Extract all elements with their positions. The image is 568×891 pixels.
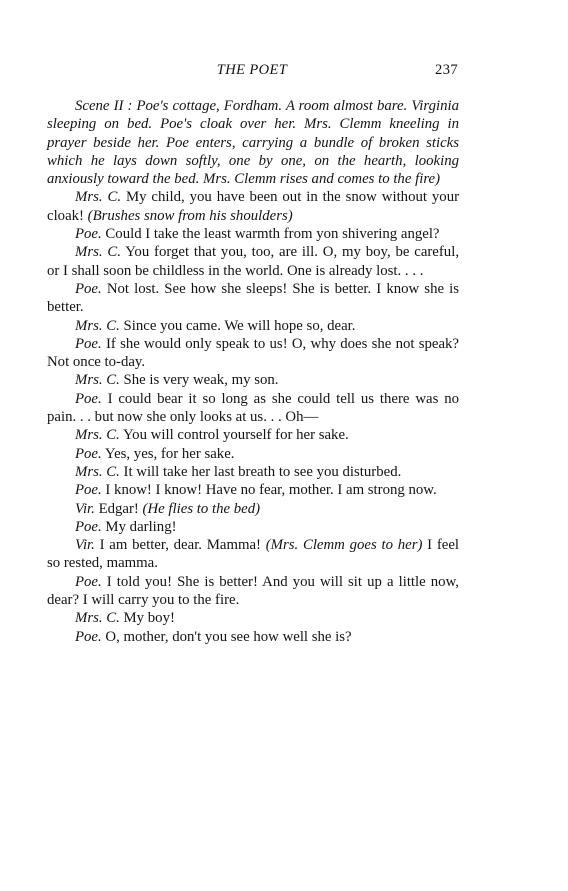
- dialogue-text: My child, you have been out in the snow without your cloak!: [47, 189, 460, 224]
- dialogue-text-continued: I feel so rested, mamma.: [47, 537, 459, 572]
- dialogue-text: Edgar!: [98, 500, 143, 517]
- dialogue-text: My darling!: [105, 518, 177, 535]
- speaker-name: Poe.: [75, 335, 102, 352]
- speaker-name: Mrs. C.: [75, 610, 120, 627]
- dialogue-line: [47, 481, 459, 499]
- dialogue-line: [47, 463, 459, 481]
- page-number: 237: [435, 62, 458, 78]
- running-title: THE POET: [216, 62, 288, 78]
- dialogue-line: [47, 335, 459, 372]
- dialogue-text: Could I take the least warmth from yon shivering angel?: [105, 226, 440, 243]
- dialogue-text: Since you came. We will hope so, dear.: [123, 317, 356, 334]
- dialogue-line: [47, 609, 459, 627]
- dialogue-text: I know! I know! Have no fear, mother. I am strong now.: [105, 482, 437, 499]
- dialogue-line: [47, 280, 459, 317]
- dialogue-line: [47, 188, 459, 225]
- inline-stage-direction: (He flies to the bed): [142, 500, 261, 517]
- dialogue-line: [47, 225, 459, 243]
- speaker-name: Mrs. C.: [75, 427, 120, 444]
- inline-stage-direction: (Mrs. Clemm goes to her): [265, 537, 423, 554]
- dialogue-line: [47, 500, 459, 518]
- speaker-name: Mrs. C.: [75, 189, 122, 206]
- dialogue-text: Not lost. See how she sleeps! She is better. I know she is better.: [47, 280, 460, 316]
- dialogue-line: [47, 390, 459, 427]
- speaker-name: Poe.: [75, 518, 102, 535]
- play-text: [47, 97, 459, 646]
- dialogue-line: [47, 371, 459, 389]
- speaker-name: Poe.: [75, 226, 102, 243]
- speaker-name: Poe.: [75, 482, 102, 499]
- speaker-name: Mrs. C.: [75, 463, 120, 480]
- inline-stage-direction: (Brushes snow from his shoulders): [87, 207, 293, 224]
- speaker-name: Poe.: [75, 573, 102, 590]
- speaker-name: Mrs. C.: [75, 317, 120, 334]
- dialogue-text: If she would only speak to us! O, why does she not speak? Not once to-day.: [47, 335, 459, 371]
- speaker-name: Poe.: [75, 628, 102, 645]
- dialogue-text: I told you! She is better! And you will sit up a little now, dear? I will carry you to the fire.: [47, 573, 460, 609]
- dialogue-line: [47, 445, 459, 463]
- speaker-name: Poe.: [75, 390, 102, 407]
- stage-direction: Scene II : Poe's cottage, Fordham. A room almost bare. Virginia sleeping on bed. Poe's cloak over her. Mrs. Clemm kneeling in prayer beside her. Poe enters, carrying a bundle of broken sticks which he lays down softly, one by one, on the hearth, looking anxiously toward the bed. Mrs. Clemm rises and comes to the fire): [47, 98, 459, 188]
- dialogue-line: [47, 518, 459, 536]
- speaker-name: Poe.: [75, 280, 102, 297]
- dialogue-line: [47, 317, 459, 335]
- speaker-name: Mrs. C.: [75, 244, 121, 261]
- dialogue-line: [47, 536, 459, 573]
- dialogue-text: You will control yourself for her sake.: [122, 427, 349, 444]
- dialogue-line: [47, 628, 459, 646]
- dialogue-text: It will take her last breath to see you disturbed.: [123, 463, 402, 480]
- speaker-name: Vir.: [75, 500, 95, 517]
- dialogue-text: You forget that you, too, are ill. O, my boy, be careful, or I shall soon be childless in the world. One is already lost. . . .: [47, 244, 460, 279]
- dialogue-text: O, mother, don't you see how well she is?: [105, 628, 352, 645]
- running-head: [46, 62, 458, 82]
- dialogue-text: I could bear it so long as she could tell us there was no pain. . . but now she only looks at us. . . Oh—: [47, 390, 459, 426]
- speaker-name: Mrs. C.: [75, 372, 120, 389]
- dialogue-line: [47, 243, 459, 280]
- dialogue-text: I am better, dear. Mamma!: [99, 537, 266, 554]
- dialogue-text: Yes, yes, for her sake.: [104, 445, 235, 462]
- dialogue-line: [47, 426, 459, 444]
- speaker-name: Poe.: [75, 445, 102, 462]
- dialogue-line: [47, 573, 459, 610]
- speaker-name: Vir.: [75, 537, 95, 554]
- dialogue-text: My boy!: [123, 610, 175, 627]
- dialogue-text: She is very weak, my son.: [123, 372, 279, 389]
